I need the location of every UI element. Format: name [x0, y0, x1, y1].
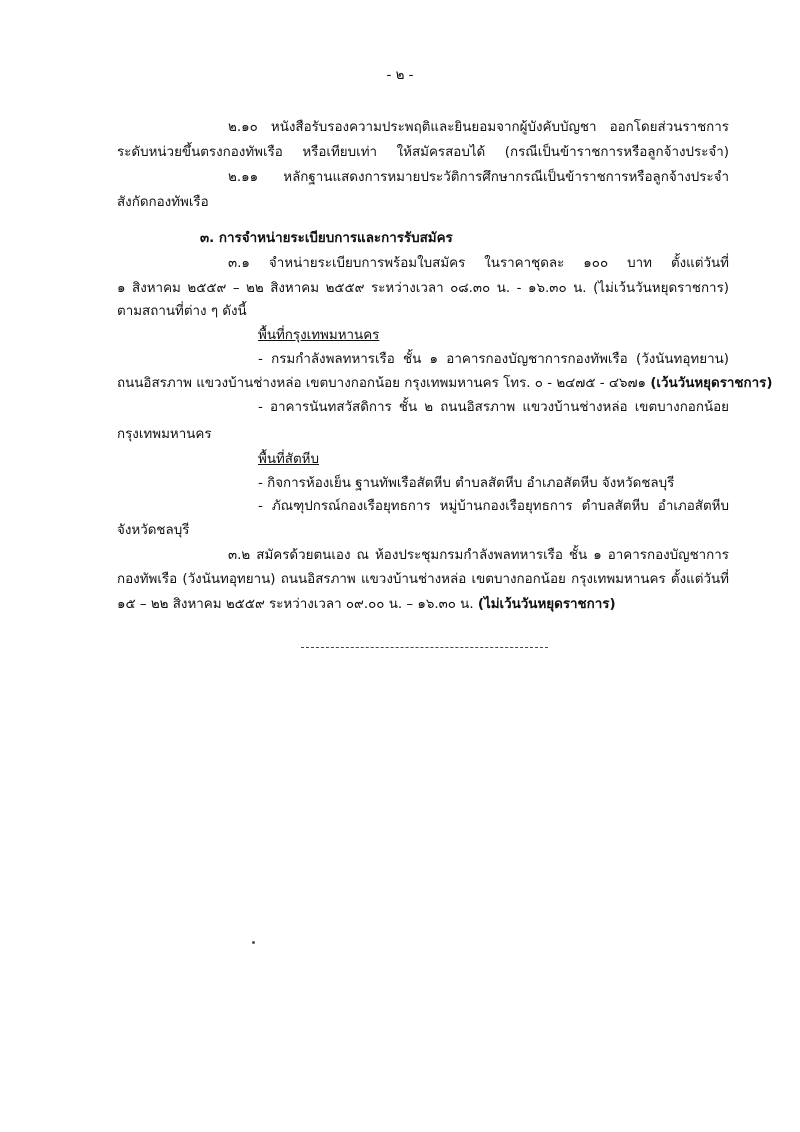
sattahip-heading	[258, 450, 729, 470]
bangkok-loc2-line2: กรุงเทพมหานคร	[117, 427, 212, 442]
bangkok-loc1-line1: - กรมกำลังพลทหารเรือ ชั้น ๑ อาคารกองบัญชาการกองทัพเรือ (วังนันทอุทยาน)	[258, 352, 729, 367]
sattahip-heading-text: พื้นที่สัตหีบ	[258, 452, 320, 467]
bangkok-loc1-address: ถนนอิสรภาพ แขวงบ้านช่างหล่อ เขตบางกอกน้อย กรุงเทพมหานคร โทร. ๐ - ๒๔๗๕ - ๔๖๗๑	[117, 376, 647, 391]
item-3-2-line3	[117, 595, 729, 615]
bangkok-heading-text: พื้นที่กรุงเทพมหานคร	[258, 328, 380, 343]
sattahip-loc1: - กิจการห้องเย็น ฐานทัพเรือสัตหีบ ตำบลสัตหีบ อำเภอสัตหีบ จังหวัดชลบุรี	[258, 476, 675, 491]
bangkok-loc1-line2	[117, 374, 773, 394]
scan-speck	[252, 941, 255, 944]
item-2-11-line2: สังกัดกองทัพเรือ	[117, 195, 209, 210]
item-3-2-line1: ๓.๒ สมัครด้วยตนเอง ณ ห้องประชุมกรมกำลังพลทหารเรือ ชั้น ๑ อาคารกองบัญชาการ	[228, 548, 729, 563]
item-2-11-line1: ๒.๑๑ หลักฐานแสดงการหมายประวัติการศึกษากรณีเป็นข้าราชการหรือลูกจ้างประจำ	[228, 170, 729, 185]
end-divider	[301, 647, 548, 648]
bangkok-loc1-note: (เว้นวันหยุดราชการ)	[650, 376, 773, 391]
sattahip-loc2-line1: - ภัณฑุปกรณ์กองเรือยุทธการ หมู่บ้านกองเรือยุทธการ ตำบลสัตหีบ อำเภอสัตหีบ	[258, 499, 729, 514]
item-3-2-note: (ไม่เว้นวันหยุดราชการ)	[477, 597, 616, 612]
page-number: - ๒ -	[386, 68, 414, 83]
item-3-1-line3: ตามสถานที่ต่าง ๆ ดังนี้	[117, 304, 247, 319]
item-3-2-date-time: ๑๕ – ๒๒ สิงหาคม ๒๕๕๙ ระหว่างเวลา ๐๙.๐๐ น. – ๑๖.๓๐ น.	[117, 597, 474, 612]
item-3-2-line2: กองทัพเรือ (วังนันทอุทยาน) ถนนอิสรภาพ แขวงบ้านช่างหล่อ เขตบางกอกน้อย กรุงเทพมหานคร ตั้งแต่วันที่	[117, 572, 729, 587]
sattahip-loc2-line2: จังหวัดชลบุรี	[117, 523, 190, 538]
item-3-1-line2: ๑ สิงหาคม ๒๕๕๙ – ๒๒ สิงหาคม ๒๕๕๙ ระหว่างเวลา ๐๘.๓๐ น. - ๑๖.๓๐ น. (ไม่เว้นวันหยุดราชการ)	[117, 281, 729, 296]
item-3-1-line1: ๓.๑ จำหน่ายระเบียบการพร้อมใบสมัคร ในราคาชุดละ ๑๐๐ บาท ตั้งแต่วันที่	[228, 256, 729, 271]
item-2-10-line1: ๒.๑๐ หนังสือรับรองความประพฤติและยินยอมจากผู้บังคับบัญชา ออกโดยส่วนราชการ	[228, 120, 729, 135]
bangkok-heading	[258, 326, 729, 346]
item-2-10-line2: ระดับหน่วยขึ้นตรงกองทัพเรือ หรือเทียบเท่า ให้สมัครสอบได้ (กรณีเป็นข้าราชการหรือลูกจ้างประจำ)	[117, 145, 729, 160]
bangkok-loc2-line1: - อาคารนันทสวัสดิการ ชั้น ๒ ถนนอิสรภาพ แขวงบ้านช่างหล่อ เขตบางกอกน้อย	[258, 400, 729, 415]
section-3-heading: ๓. การจำหน่ายระเบียบการและการรับสมัคร	[200, 231, 453, 246]
